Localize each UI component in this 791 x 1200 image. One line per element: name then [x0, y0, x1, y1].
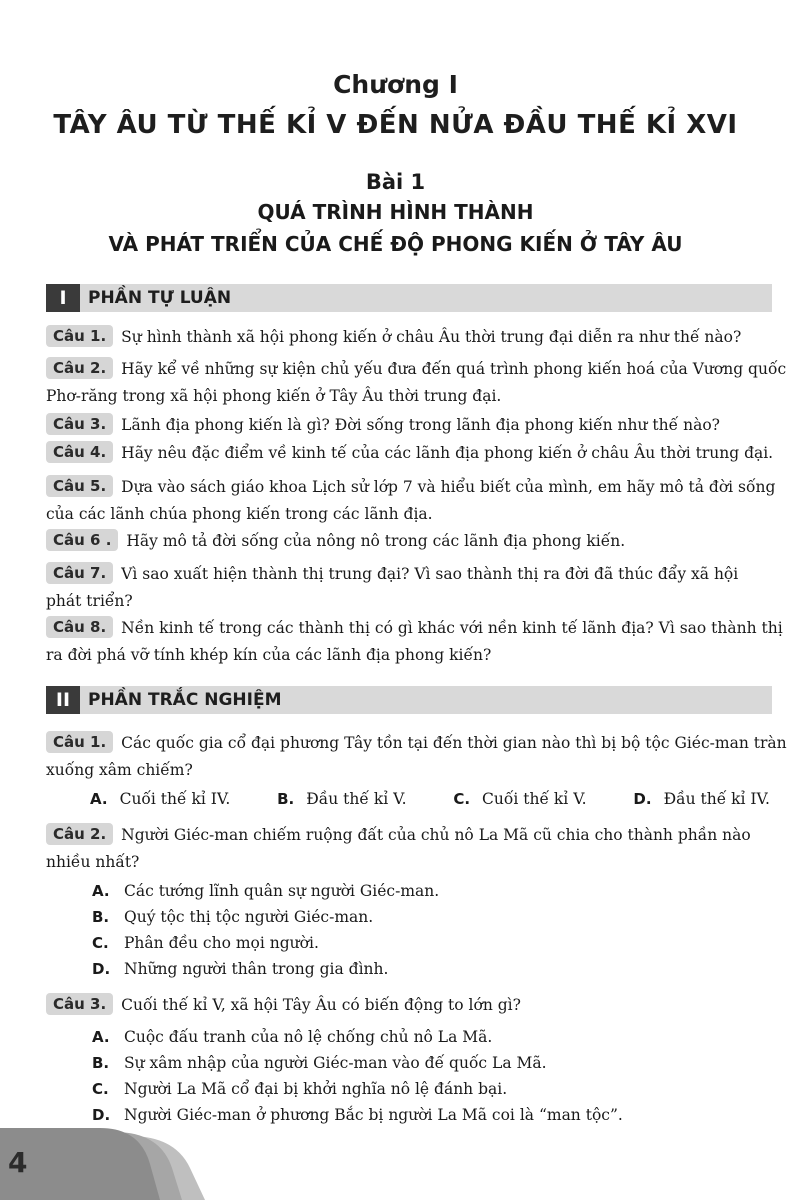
question-text: Vì sao xuất hiện thành thị trung đại? Vì sao thành thị ra đời đã thúc đẩy xã hội	[121, 565, 739, 583]
question-text: Nền kinh tế trong các thành thị có gì khác với nền kinh tế lãnh địa? Vì sao thành thị	[121, 619, 783, 637]
essay-question-1	[46, 324, 776, 351]
question-text: Hãy mô tả đời sống của nông nô trong các lãnh địa phong kiến.	[126, 532, 626, 550]
section-roman-numeral: II	[46, 686, 80, 714]
question-label: Câu 3.	[46, 993, 113, 1015]
option-a: A. Cuộc đấu tranh của nô lệ chống chủ nô La Mã.	[92, 1028, 493, 1046]
essay-question-3	[46, 412, 776, 439]
chapter-title: TÂY ÂU TỪ THẾ KỈ V ĐẾN NỬA ĐẦU THẾ KỈ XVI	[53, 110, 738, 140]
option-b: B. Đầu thế kỉ V.	[277, 790, 407, 808]
question-label: Câu 1.	[46, 731, 113, 753]
question-text-continued: ra đời phá vỡ tính khép kín của các lãnh địa phong kiến?	[46, 646, 492, 664]
mc-question-3	[46, 992, 776, 1019]
page-number: 4	[8, 1146, 28, 1179]
page-number-tab	[0, 1128, 210, 1200]
question-text-continued: xuống xâm chiếm?	[46, 761, 193, 779]
question-text: Dựa vào sách giáo khoa Lịch sử lớp 7 và hiểu biết của mình, em hãy mô tả đời sống	[121, 478, 776, 496]
essay-question-8	[46, 615, 783, 669]
question-label: Câu 2.	[46, 823, 113, 845]
section-roman-numeral: I	[46, 284, 80, 312]
mc-question-1	[46, 730, 787, 784]
question-text-continued: Phơ-răng trong xã hội phong kiến ở Tây Âu thời trung đại.	[46, 387, 502, 405]
question-text-continued: của các lãnh chúa phong kiến trong các lãnh địa.	[46, 505, 433, 523]
option-d: D. Đầu thế kỉ IV.	[633, 790, 770, 808]
lesson-title-line2: VÀ PHÁT TRIỂN CỦA CHẾ ĐỘ PHONG KIẾN Ở TÂY ÂU	[108, 232, 683, 256]
essay-question-4	[46, 440, 776, 467]
question-label: Câu 8.	[46, 616, 113, 638]
question-label: Câu 3.	[46, 413, 113, 435]
chapter-label: Chương I	[333, 70, 458, 99]
option-b: B. Quý tộc thị tộc người Giéc-man.	[92, 908, 374, 926]
question-label: Câu 2.	[46, 357, 113, 379]
question-text: Hãy nêu đặc điểm về kinh tế của các lãnh địa phong kiến ở châu Âu thời trung đại.	[121, 444, 774, 462]
section-essay-header	[46, 284, 772, 312]
mc-question-2	[46, 822, 776, 876]
option-d: D. Những người thân trong gia đình.	[92, 960, 389, 978]
question-text: Các quốc gia cổ đại phương Tây tồn tại đến thời gian nào thì bị bộ tộc Giéc-man tràn	[121, 734, 787, 752]
question-text: Sự hình thành xã hội phong kiến ở châu Âu thời trung đại diễn ra như thế nào?	[121, 328, 742, 346]
essay-question-7	[46, 561, 776, 615]
question-label: Câu 4.	[46, 441, 113, 463]
section-title: PHẦN TRẮC NGHIỆM	[88, 690, 282, 710]
question-text: Lãnh địa phong kiến là gì? Đời sống trong lãnh địa phong kiến như thế nào?	[121, 416, 720, 434]
section-multiple-choice-header	[46, 686, 772, 714]
option-b: B. Sự xâm nhập của người Giéc-man vào đế quốc La Mã.	[92, 1054, 547, 1072]
question-text: Hãy kể về những sự kiện chủ yếu đưa đến quá trình phong kiến hoá của Vương quốc	[121, 360, 787, 378]
mc-question-1-options	[90, 790, 770, 808]
option-d: D. Người Giéc-man ở phương Bắc bị người La Mã coi là “man tộc”.	[92, 1106, 623, 1124]
option-c: C. Phân đều cho mọi người.	[92, 934, 319, 952]
question-label: Câu 6 .	[46, 529, 118, 551]
question-text: Cuối thế kỉ V, xã hội Tây Âu có biến động to lớn gì?	[121, 996, 521, 1014]
question-label: Câu 1.	[46, 325, 113, 347]
option-c: C. Người La Mã cổ đại bị khởi nghĩa nô lệ đánh bại.	[92, 1080, 508, 1098]
option-a: A. Cuối thế kỉ IV.	[90, 790, 231, 808]
lesson-number: Bài 1	[365, 170, 426, 194]
section-title: PHẦN TỰ LUẬN	[88, 288, 232, 308]
essay-question-6	[46, 528, 776, 555]
option-c: C. Cuối thế kỉ V.	[453, 790, 587, 808]
option-a: A. Các tướng lĩnh quân sự người Giéc-man.	[92, 882, 440, 900]
question-label: Câu 5.	[46, 475, 113, 497]
question-text-continued: nhiều nhất?	[46, 853, 140, 871]
essay-question-2	[46, 356, 787, 410]
essay-question-5	[46, 474, 776, 528]
question-text: Người Giéc-man chiếm ruộng đất của chủ nô La Mã cũ chia cho thành phần nào	[121, 826, 751, 844]
lesson-title-line1: QUÁ TRÌNH HÌNH THÀNH	[257, 200, 534, 224]
question-label: Câu 7.	[46, 562, 113, 584]
question-text-continued: phát triển?	[46, 592, 133, 610]
